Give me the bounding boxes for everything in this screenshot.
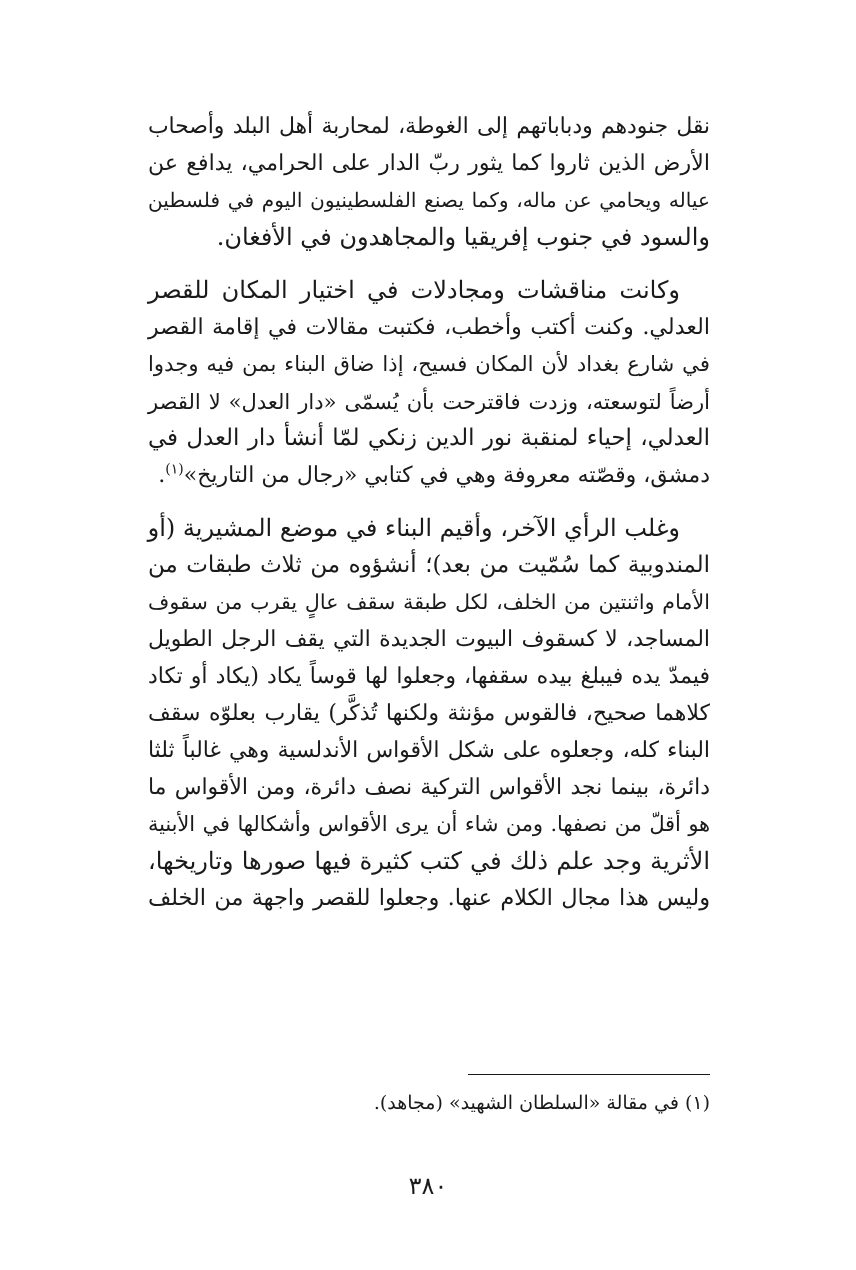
text-line: نقل جنودهم ودباباتهم إلى الغوطة، لمحاربة أهل البلد وأصحاب [148,114,710,139]
text-line: دمشق، وقصّته معروفة وهي في كتابي «رجال من التاريخ» [183,463,710,488]
text-line: في شارع بغداد لأن المكان فسيح، إذا ضاق البناء بمن فيه وجدوا [148,352,710,377]
text-line: عياله ويحامي عن ماله، وكما يصنع الفلسطينيون اليوم في فلسطين [148,188,710,212]
footnote-reference[interactable]: (١) [165,461,184,478]
text-line: هو أقلّ من نصفها. ومن شاء أن يرى الأقواس وأشكالها في الأبنية [148,812,710,836]
sentence-end: . [158,463,166,488]
text-line: الأثرية وجد علم ذلك في كتب كثيرة فيها صورها وتاريخها، [148,847,710,875]
text-line: المندوبية كما سُمّيت من بعد)؛ أنشؤوه من ثلاث طبقات من [148,552,710,578]
text-line: وكانت مناقشات ومجادلات في اختيار المكان للقصر [148,276,680,304]
paragraph-1 [148,108,710,256]
paragraph-3 [148,510,710,917]
text-line: المساجد، لا كسقوف البيوت الجديدة التي يقف الرجل الطويل [148,627,710,652]
text-line: فيمدّ يده فيبلغ بيده سقفها، وجعلوا لها قوساً يكاد (يكاد أو تكاد [148,664,710,689]
text-line-with-footnote [148,457,710,494]
footnote-divider [468,1074,710,1075]
text-line: والسود في جنوب إفريقيا والمجاهدون في الأفغان. [216,223,710,251]
page-number: ٣٨٠ [408,1172,448,1200]
text-line: وغلب الرأي الآخر، وأقيم البناء في موضع المشيرية (أو [147,514,680,542]
text-line: العدلي. وكنت أكتب وأخطب، فكتبت مقالات في إقامة القصر [148,314,710,340]
text-line: العدلي، إحياء لمنقبة نور الدين زنكي لمّا أنشأ دار العدل في [148,425,710,451]
text-line: كلاهما صحيح، فالقوس مؤنثة ولكنها تُذكَّر) يقارب بعلوّه سقف [148,701,710,726]
text-line: دائرة، بينما نجد الأقواس التركية نصف دائرة، ومن الأقواس ما [148,775,710,800]
text-line: الأمام واثنتين من الخلف، لكل طبقة سقف عالٍ يقرب من سقوف [148,590,710,614]
paragraph-2 [148,272,710,494]
footnote: (١) في مقالة «السلطان الشهيد» (مجاهد). [373,1092,710,1114]
main-text [148,108,710,917]
text-line: البناء كله، وجعلوه على شكل الأقواس الأندلسية وهي غالباً ثلثا [148,738,710,763]
text-line: وليس هذا مجال الكلام عنها. وجعلوا للقصر واجهة من الخلف [148,885,710,911]
text-line: أرضاً لتوسعته، وزدت فاقترحت بأن يُسمّى «دار العدل» لا القصر [148,389,710,414]
text-line: الأرض الذين ثاروا كما يثور ربّ الدار على الحرامي، يدافع عن [148,150,710,176]
